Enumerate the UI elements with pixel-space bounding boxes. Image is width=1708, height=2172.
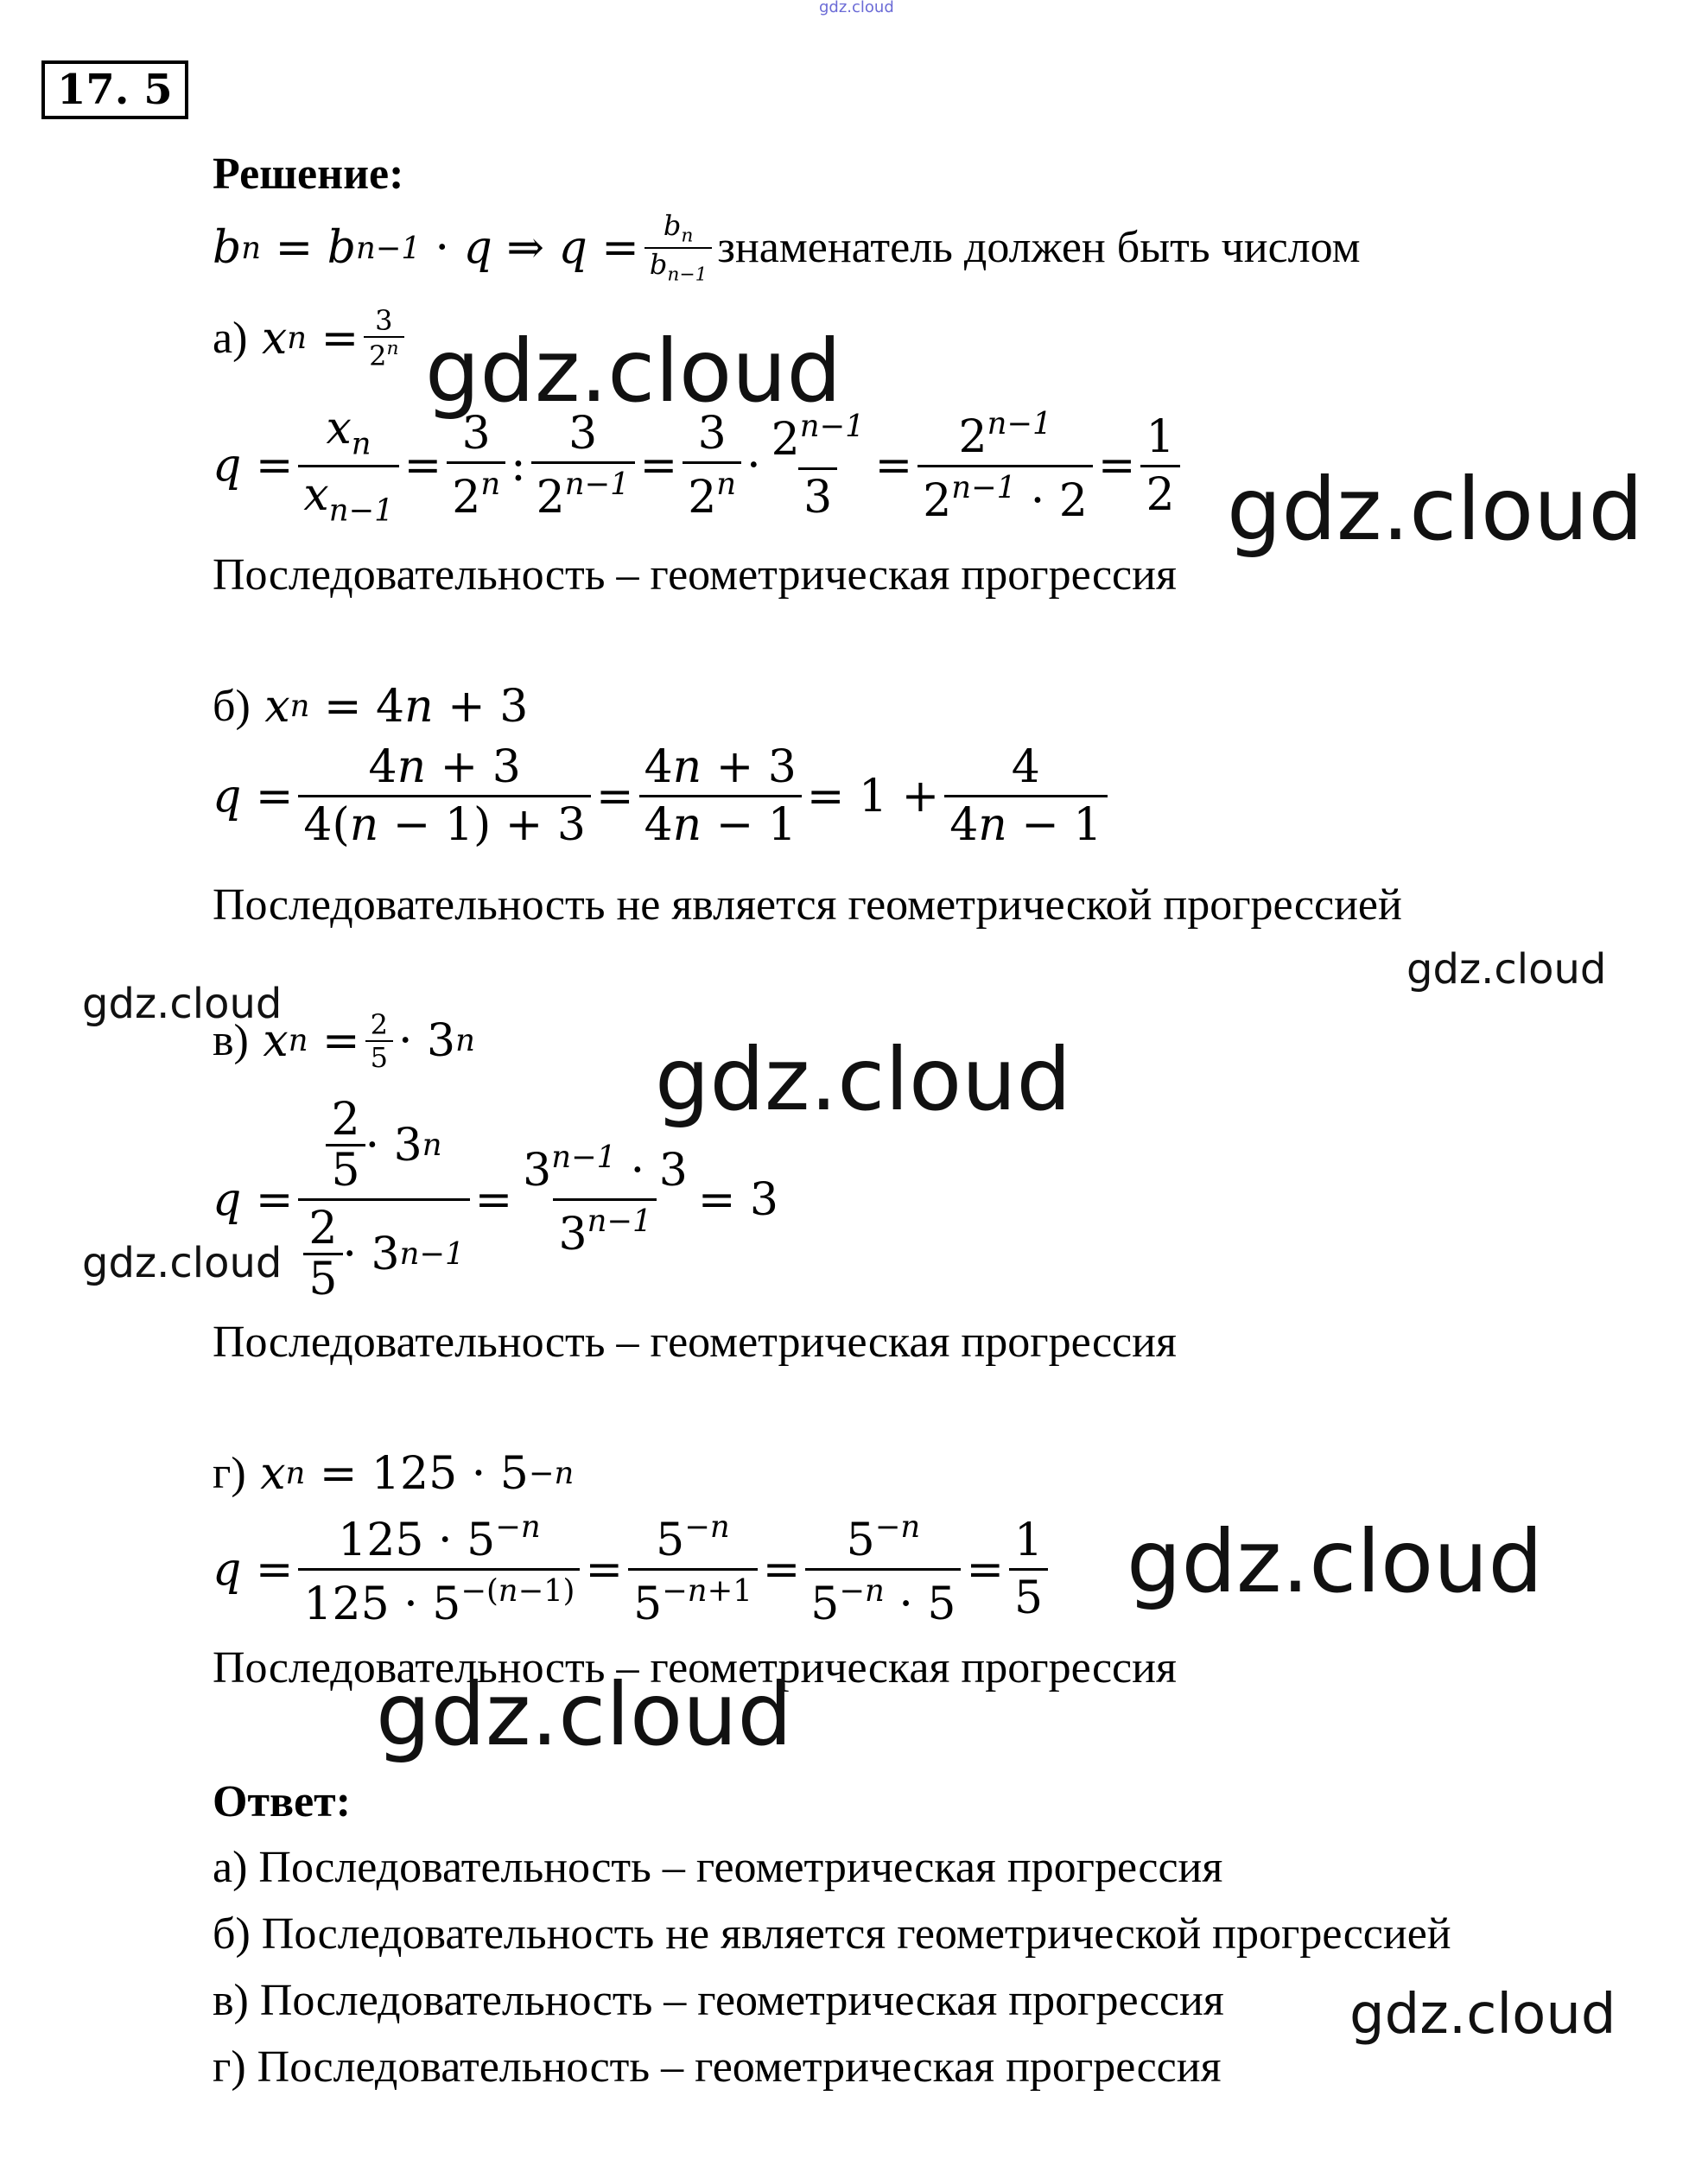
watermark: gdz.cloud [1227, 459, 1644, 560]
answer-item-b: б) Последовательность не является геометрической прогрессией [213, 1909, 1451, 1959]
watermark: gdz.cloud [376, 1664, 793, 1765]
part-v-computation: q = $\frac{2}{5}$ · 3 n $\frac{2}{5}$ · 3 n−1 = $\frac{3^{n-1} \cdot 3}{3^{n-1}}$ = 3 [213, 1094, 778, 1305]
intro-fraction: $\frac{b_n}{b_{n-1}}$ [644, 212, 713, 285]
part-a-label: а) [213, 313, 248, 363]
intro-formula: b n = b n−1 · q ⇒ q = $\frac{b_n}{b_{n-1}}$ знаменатель должен быть числом [213, 209, 1361, 286]
part-g-label: г) [213, 1449, 246, 1498]
watermark-top: gdz.cloud [819, 0, 894, 16]
watermark: gdz.cloud [82, 1239, 283, 1287]
part-b-label: б) [213, 682, 251, 731]
part-a-conclusion: Последовательность – геометрическая прогрессия [213, 550, 1177, 600]
watermark: gdz.cloud [1127, 1511, 1544, 1612]
problem-number: 17. 5 [41, 60, 188, 119]
part-g-conclusion: Последовательность – геометрическая прогрессия [213, 1643, 1177, 1693]
watermark: gdz.cloud [425, 321, 842, 422]
part-b-computation: q = $\frac{4n + 3}{4(n - 1) + 3}$ = $\frac{4n + 3}{4n - 1}$ = 1 + $\frac{4}{4n - 1}$ [213, 745, 1113, 848]
watermark: gdz.cloud [82, 980, 283, 1028]
answer-item-a: а) Последовательность – геометрическая прогрессия [213, 1843, 1223, 1892]
part-a-computation: q = $\frac{x_n}{x_{n-1}}$ = $\frac{3}{2^n}$ : $\frac{3}{2^{n-1}}$ = $\frac{3}{2^n}$ · $\frac{2^{n-1}}{3}$ = $\frac{2^{n-1}}{2^{n-1} \cdot 2}$ = $\frac{1}{2}$ [213, 406, 1185, 525]
answer-heading: Ответ: [213, 1777, 352, 1826]
solution-heading: Решение: [213, 149, 404, 199]
part-v-definition: в) x n = $\frac{2}{5}$ · 3 n [213, 1008, 475, 1074]
watermark: gdz.cloud [655, 1029, 1072, 1130]
part-g-definition: г) x n = 125 · 5 −n [213, 1448, 575, 1500]
answer-item-v: в) Последовательность – геометрическая прогрессия [213, 1976, 1224, 2025]
part-b-conclusion: Последовательность не является геометрической прогрессией [213, 880, 1402, 930]
watermark: gdz.cloud [1406, 945, 1607, 994]
answer-item-g: г) Последовательность – геометрическая прогрессия [213, 2042, 1222, 2092]
intro-text: знаменатель должен быть числом [717, 223, 1361, 273]
part-g-computation: q = $\frac{125 \cdot 5^{-n}}{125 \cdot 5^{-(n-1)}}$ = $\frac{5^{-n}}{5^{-n+1}}$ = $\frac{5^{-n}}{5^{-n} \cdot 5}$ = $\frac{1}{5}$ [213, 1512, 1053, 1627]
watermark: gdz.cloud [1349, 1983, 1616, 2047]
part-a-definition: а) x n = $\frac{3}{2^n}$ [213, 307, 410, 370]
part-b-definition: б) x n = 4 n + 3 [213, 681, 529, 733]
part-v-conclusion: Последовательность – геометрическая прогрессия [213, 1318, 1177, 1367]
part-v-label: в) [213, 1016, 249, 1065]
